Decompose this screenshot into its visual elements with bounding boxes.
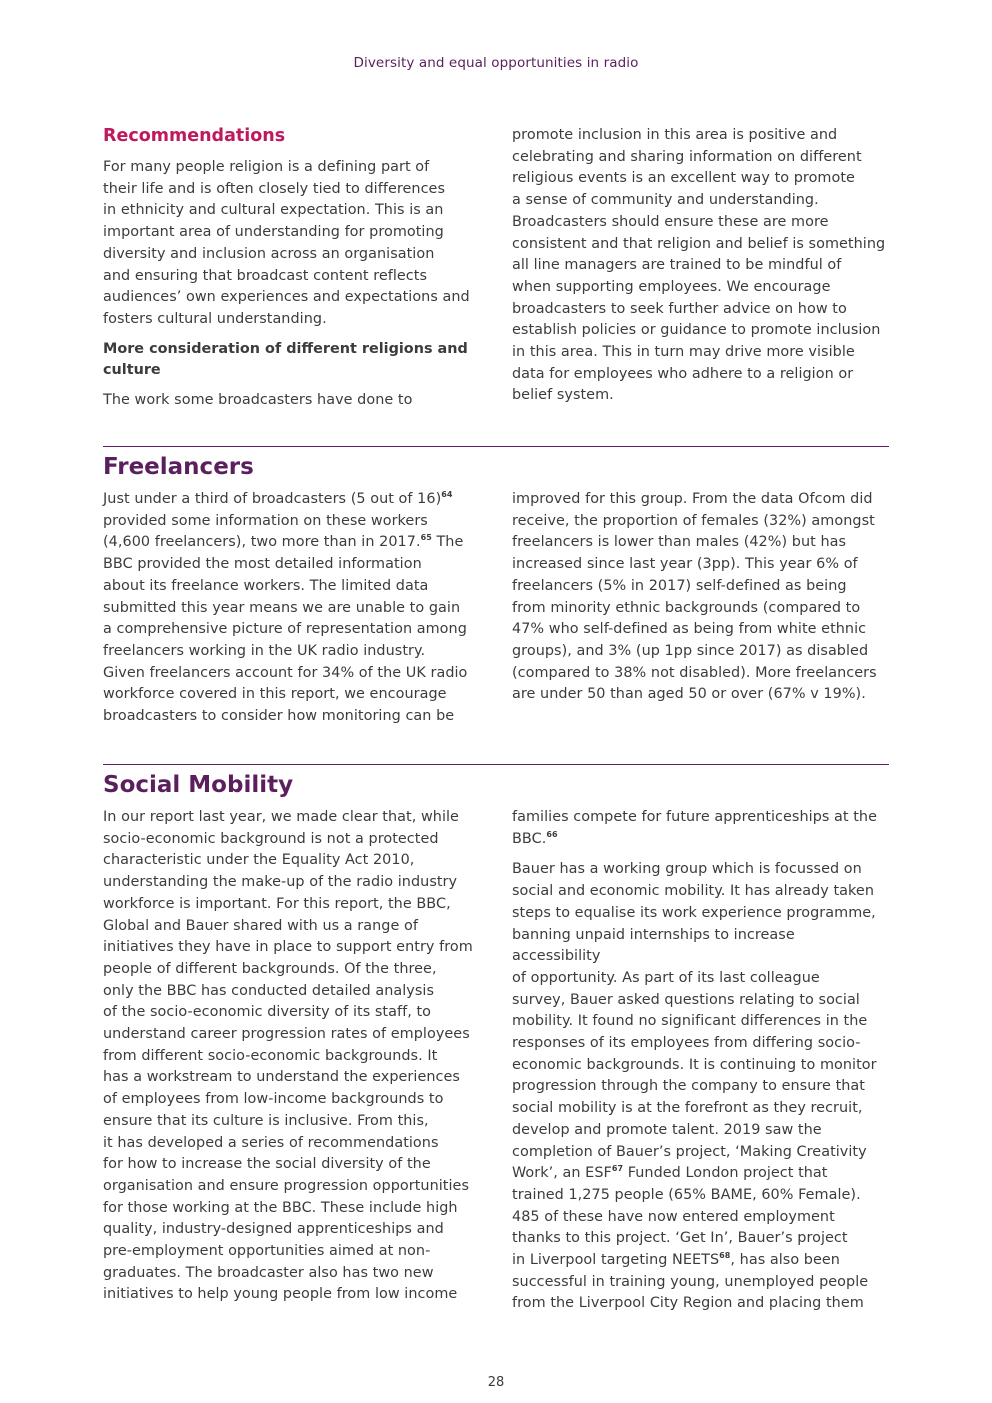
- text-line: a sense of community and understanding.: [512, 192, 819, 209]
- text-line: broadcasters to consider how monitoring can be: [103, 708, 455, 725]
- text-line: in Liverpool targeting NEETS: [512, 1252, 720, 1269]
- footnote-ref[interactable]: 66: [546, 829, 558, 839]
- section-divider: [103, 446, 889, 447]
- running-header: Diversity and equal opportunities in radio: [353, 55, 639, 71]
- text-line: their life and is often closely tied to differences: [103, 180, 446, 197]
- bauer-paragraph: [512, 859, 886, 1315]
- recommendations-heading: Recommendations: [103, 126, 286, 146]
- text-line: characteristic under the Equality Act 2010,: [103, 852, 415, 869]
- text-line: provided some information on these workers: [103, 512, 428, 529]
- text-line: establish policies or guidance to promote inclusion: [512, 322, 881, 339]
- text-line: Global and Bauer shared with us a range of: [103, 917, 418, 934]
- text-line: initiatives to help young people from low income: [103, 1286, 458, 1303]
- text-line: understand career progression rates of employees: [103, 1026, 470, 1043]
- text-line: diversity and inclusion across an organisation: [103, 245, 435, 262]
- text-line: data for employees who adhere to a religion or: [512, 365, 854, 382]
- text-line: (compared to 38% not disabled). More freelancers: [512, 664, 877, 681]
- text-line: quality, industry-designed apprenticeships and: [103, 1221, 444, 1238]
- text-line: consistent and that religion and belief is something: [512, 235, 886, 252]
- text-line: social and economic mobility. It has already taken: [512, 883, 874, 900]
- text-line: families compete for future apprenticeships at the: [512, 809, 877, 825]
- page-number: 28: [487, 1375, 505, 1390]
- text-line: celebrating and sharing information on different: [512, 148, 862, 165]
- text-line: steps to equalise its work experience programme,: [512, 904, 876, 921]
- text-line: pre-employment opportunities aimed at non-: [103, 1243, 431, 1260]
- text-line: has a workstream to understand the experiences: [103, 1069, 460, 1086]
- text-line: progression through the company to ensure that: [512, 1078, 865, 1095]
- text-line: trained 1,275 people (65% BAME, 60% Female).: [512, 1186, 861, 1203]
- social-mobility-paragraph: [103, 807, 477, 1306]
- text-line: graduates. The broadcaster also has two new: [103, 1264, 434, 1281]
- text-line: workforce covered in this report, we encourage: [103, 686, 447, 703]
- text-line: from the Liverpool City Region and placing them: [512, 1295, 864, 1312]
- text-line: belief system.: [512, 387, 614, 404]
- text-line: of the socio-economic diversity of its staff, to: [103, 1004, 432, 1021]
- text-line: increased since last year (3pp). This year 6% of: [512, 556, 858, 573]
- text-line: it has developed a series of recommendations: [103, 1134, 439, 1151]
- text-line: groups), and 3% (up 1pp since 2017) as disabled: [512, 642, 869, 659]
- freelancers-right-column: [512, 489, 886, 706]
- text-line: people of different backgrounds. Of the three,: [103, 960, 437, 977]
- freelancers-left-column: [103, 489, 477, 728]
- text-line: , has also been: [730, 1252, 840, 1269]
- text-line: and ensuring that broadcast content reflects: [103, 267, 428, 284]
- recommendations-right-column: [512, 125, 886, 407]
- recommendations-section: [103, 125, 889, 410]
- text-line: understanding the make-up of the radio industry: [103, 874, 458, 891]
- text-line: promote inclusion in this area is positive and: [512, 127, 838, 143]
- text-line: economic backgrounds. It is continuing to monitor: [512, 1056, 877, 1073]
- text-line: only the BBC has conducted detailed analysis: [103, 982, 435, 999]
- text-line: improved for this group. From the data Ofcom did: [512, 491, 873, 507]
- freelancers-paragraph: [103, 489, 477, 728]
- footnote-ref[interactable]: 64: [441, 490, 453, 499]
- social-mobility-section: [103, 771, 889, 1311]
- religion-subheading: [103, 339, 477, 381]
- text-line: in ethnicity and cultural expectation. This is an: [103, 202, 444, 219]
- footnote-ref[interactable]: 68: [719, 1251, 731, 1261]
- text-line: important area of understanding for promoting: [103, 224, 444, 241]
- text-line: freelancers (5% in 2017) self-defined as being: [512, 577, 847, 594]
- text-line: workforce is important. For this report, the BBC,: [103, 895, 451, 912]
- text-line: BBC.: [512, 830, 547, 847]
- text-line: culture: [103, 361, 161, 378]
- text-line: In our report last year, we made clear that, while: [103, 809, 459, 825]
- text-line: broadcasters to seek further advice on how to: [512, 300, 847, 317]
- text-line: thanks to this project. ‘Get In’, Bauer’s project: [512, 1230, 848, 1247]
- text-line: banning unpaid internships to increase accessibility: [512, 926, 795, 965]
- text-line: all line managers are trained to be mindful of: [512, 257, 842, 274]
- text-line: completion of Bauer’s project, ‘Making Creativity: [512, 1143, 867, 1160]
- text-line: The work some broadcasters have done to: [103, 391, 413, 408]
- text-line: mobility. It found no significant differences in the: [512, 1013, 868, 1030]
- freelancers-paragraph-continued: [512, 489, 886, 706]
- text-line: audiences’ own experiences and expectations and: [103, 289, 470, 306]
- text-line: from minority ethnic backgrounds (compared to: [512, 599, 861, 616]
- text-line: Bauer has a working group which is focussed on: [512, 861, 862, 878]
- text-line: ensure that its culture is inclusive. From this,: [103, 1112, 429, 1129]
- text-line: More consideration of different religions and: [103, 340, 468, 357]
- recommendations-intro-paragraph: [103, 157, 477, 331]
- text-line: for those working at the BBC. These include high: [103, 1199, 458, 1216]
- text-line: Broadcasters should ensure these are more: [512, 213, 829, 230]
- freelancers-heading: Freelancers: [103, 454, 254, 480]
- text-line: fosters cultural understanding.: [103, 310, 327, 327]
- text-line: when supporting employees. We encourage: [512, 278, 831, 295]
- text-line: are under 50 than aged 50 or over (67% v 19%).: [512, 686, 866, 703]
- text-line: for how to increase the social diversity of the: [103, 1156, 431, 1173]
- text-line: Funded London project that: [623, 1165, 828, 1182]
- text-line: freelancers working in the UK radio industry.: [103, 642, 426, 659]
- text-line: develop and promote talent. 2019 saw the: [512, 1121, 822, 1138]
- text-line: successful in training young, unemployed people: [512, 1273, 869, 1290]
- text-line: Given freelancers account for 34% of the UK radio: [103, 664, 468, 681]
- text-line: from different socio-economic backgrounds. It: [103, 1047, 438, 1064]
- social-mobility-heading: Social Mobility: [103, 772, 294, 798]
- text-line: survey, Bauer asked questions relating to social: [512, 991, 860, 1008]
- text-line: The: [431, 534, 464, 551]
- text-line: 485 of these have now entered employment: [512, 1208, 835, 1225]
- recommendations-left-column: [103, 125, 477, 411]
- text-line: BBC provided the most detailed information: [103, 556, 422, 573]
- text-line: (4,600 freelancers), two more than in 2017.: [103, 534, 421, 551]
- text-line: receive, the proportion of females (32%) amongst: [512, 512, 875, 529]
- text-line: about its freelance workers. The limited data: [103, 577, 429, 594]
- text-line: freelancers is lower than males (42%) but has: [512, 534, 847, 551]
- text-line: socio-economic background is not a protected: [103, 830, 439, 847]
- text-line: religious events is an excellent way to promote: [512, 170, 855, 187]
- text-line: responses of its employees from differing socio-: [512, 1035, 861, 1052]
- footnote-ref[interactable]: 67: [611, 1164, 624, 1174]
- section-divider: [103, 764, 889, 765]
- text-line: organisation and ensure progression opportunities: [103, 1177, 470, 1194]
- bbc-apprenticeships-paragraph-continued: [512, 807, 886, 850]
- freelancers-section: [103, 453, 889, 733]
- text-line: 47% who self-defined as being from white ethnic: [512, 621, 867, 638]
- religion-paragraph-continued: [512, 125, 886, 407]
- text-line: in this area. This in turn may drive more visible: [512, 344, 855, 361]
- text-line: initiatives they have in place to support entry from: [103, 939, 473, 956]
- social-mobility-left-column: [103, 807, 477, 1306]
- social-mobility-right-column: [512, 807, 886, 1315]
- text-line: of opportunity. As part of its last colleague: [512, 969, 820, 986]
- text-line: Just under a third of broadcasters (5 out of 16): [103, 491, 442, 507]
- religion-paragraph-start: [103, 390, 477, 412]
- text-line: social mobility is at the forefront as they recruit,: [512, 1100, 863, 1117]
- text-line: Work’, an ESF: [512, 1165, 612, 1182]
- text-line: For many people religion is a defining part of: [103, 159, 430, 175]
- text-line: of employees from low-income backgrounds to: [103, 1091, 444, 1108]
- footnote-ref[interactable]: 65: [420, 533, 432, 543]
- text-line: submitted this year means we are unable to gain: [103, 599, 461, 616]
- text-line: a comprehensive picture of representation among: [103, 621, 467, 638]
